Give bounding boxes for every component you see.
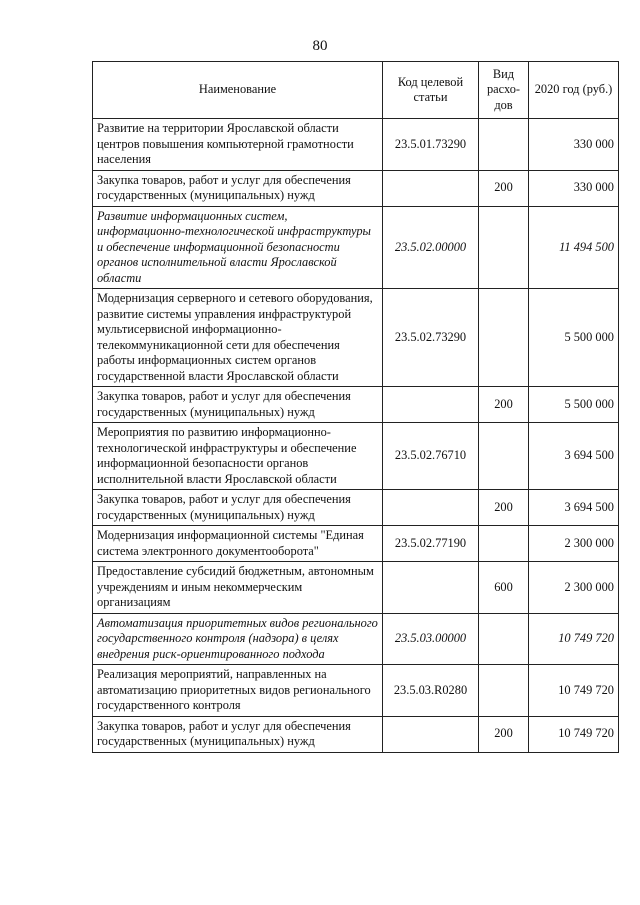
row-name: Развитие информационных систем, информационно-технологической инфраструктуры и обеспечение информационной безопасности органов исполнительной власти Ярославской области — [93, 206, 383, 289]
table-header-row — [93, 62, 619, 119]
row-name: Закупка товаров, работ и услуг для обеспечения государственных (муниципальных) нужд — [93, 716, 383, 752]
header-amount-2020: 2020 год (руб.) — [529, 62, 619, 119]
row-amount: 3 694 500 — [529, 490, 619, 526]
row-amount: 11 494 500 — [529, 206, 619, 289]
table-row — [93, 665, 619, 717]
row-amount: 3 694 500 — [529, 423, 619, 490]
row-name: Автоматизация приоритетных видов регионального государственного контроля (надзора) в целях внедрения риск-ориентированного подхода — [93, 613, 383, 665]
row-name: Закупка товаров, работ и услуг для обеспечения государственных (муниципальных) нужд — [93, 387, 383, 423]
row-amount: 2 300 000 — [529, 562, 619, 614]
row-code — [383, 716, 479, 752]
row-code — [383, 170, 479, 206]
header-name: Наименование — [93, 62, 383, 119]
row-amount: 2 300 000 — [529, 526, 619, 562]
row-name: Модернизация серверного и сетевого оборудования, развитие системы управления инфраструктурой мультисервисной информационно-телекоммуникационной сети для обеспечения работы информационных систем органов государственной власти Ярославской области — [93, 289, 383, 387]
row-type: 200 — [479, 716, 529, 752]
row-code: 23.5.03.R0280 — [383, 665, 479, 717]
row-type — [479, 665, 529, 717]
row-type: 200 — [479, 170, 529, 206]
table-row — [93, 490, 619, 526]
row-amount: 10 749 720 — [529, 665, 619, 717]
table-row — [93, 387, 619, 423]
row-amount: 5 500 000 — [529, 289, 619, 387]
row-code: 23.5.02.00000 — [383, 206, 479, 289]
row-type: 600 — [479, 562, 529, 614]
row-amount: 5 500 000 — [529, 387, 619, 423]
row-name: Предоставление субсидий бюджетным, автономным учреждениям и иным некоммерческим организациям — [93, 562, 383, 614]
table-row — [93, 289, 619, 387]
row-code: 23.5.02.77190 — [383, 526, 479, 562]
table-row — [93, 206, 619, 289]
row-code — [383, 387, 479, 423]
row-code: 23.5.01.73290 — [383, 119, 479, 171]
table-row — [93, 716, 619, 752]
row-name: Реализация мероприятий, направленных на автоматизацию приоритетных видов регионального государственного контроля — [93, 665, 383, 717]
table-row — [93, 423, 619, 490]
row-type: 200 — [479, 387, 529, 423]
row-name: Закупка товаров, работ и услуг для обеспечения государственных (муниципальных) нужд — [93, 490, 383, 526]
row-amount: 10 749 720 — [529, 613, 619, 665]
table-row — [93, 613, 619, 665]
table-row — [93, 562, 619, 614]
row-code: 23.5.03.00000 — [383, 613, 479, 665]
page-number: 80 — [312, 38, 328, 54]
row-code: 23.5.02.73290 — [383, 289, 479, 387]
row-amount: 330 000 — [529, 119, 619, 171]
row-code — [383, 562, 479, 614]
row-amount: 10 749 720 — [529, 716, 619, 752]
row-type — [479, 119, 529, 171]
row-name: Закупка товаров, работ и услуг для обеспечения государственных (муниципальных) нужд — [93, 170, 383, 206]
row-code: 23.5.02.76710 — [383, 423, 479, 490]
row-name: Мероприятия по развитию информационно-технологической инфраструктуры и обеспечение информационной безопасности органов исполнительной власти Ярославской области — [93, 423, 383, 490]
row-type — [479, 206, 529, 289]
table-row — [93, 526, 619, 562]
row-type — [479, 526, 529, 562]
row-name: Модернизация информационной системы "Единая система электронного документооборота" — [93, 526, 383, 562]
row-code — [383, 490, 479, 526]
row-amount: 330 000 — [529, 170, 619, 206]
header-code: Код целевой статьи — [383, 62, 479, 119]
row-type — [479, 423, 529, 490]
table-row — [93, 170, 619, 206]
row-type: 200 — [479, 490, 529, 526]
row-name: Развитие на территории Ярославской области центров повышения компьютерной грамотности населения — [93, 119, 383, 171]
table-row — [93, 119, 619, 171]
row-type — [479, 613, 529, 665]
header-expense-type: Вид расхо-дов — [479, 62, 529, 119]
budget-table — [92, 61, 619, 753]
row-type — [479, 289, 529, 387]
